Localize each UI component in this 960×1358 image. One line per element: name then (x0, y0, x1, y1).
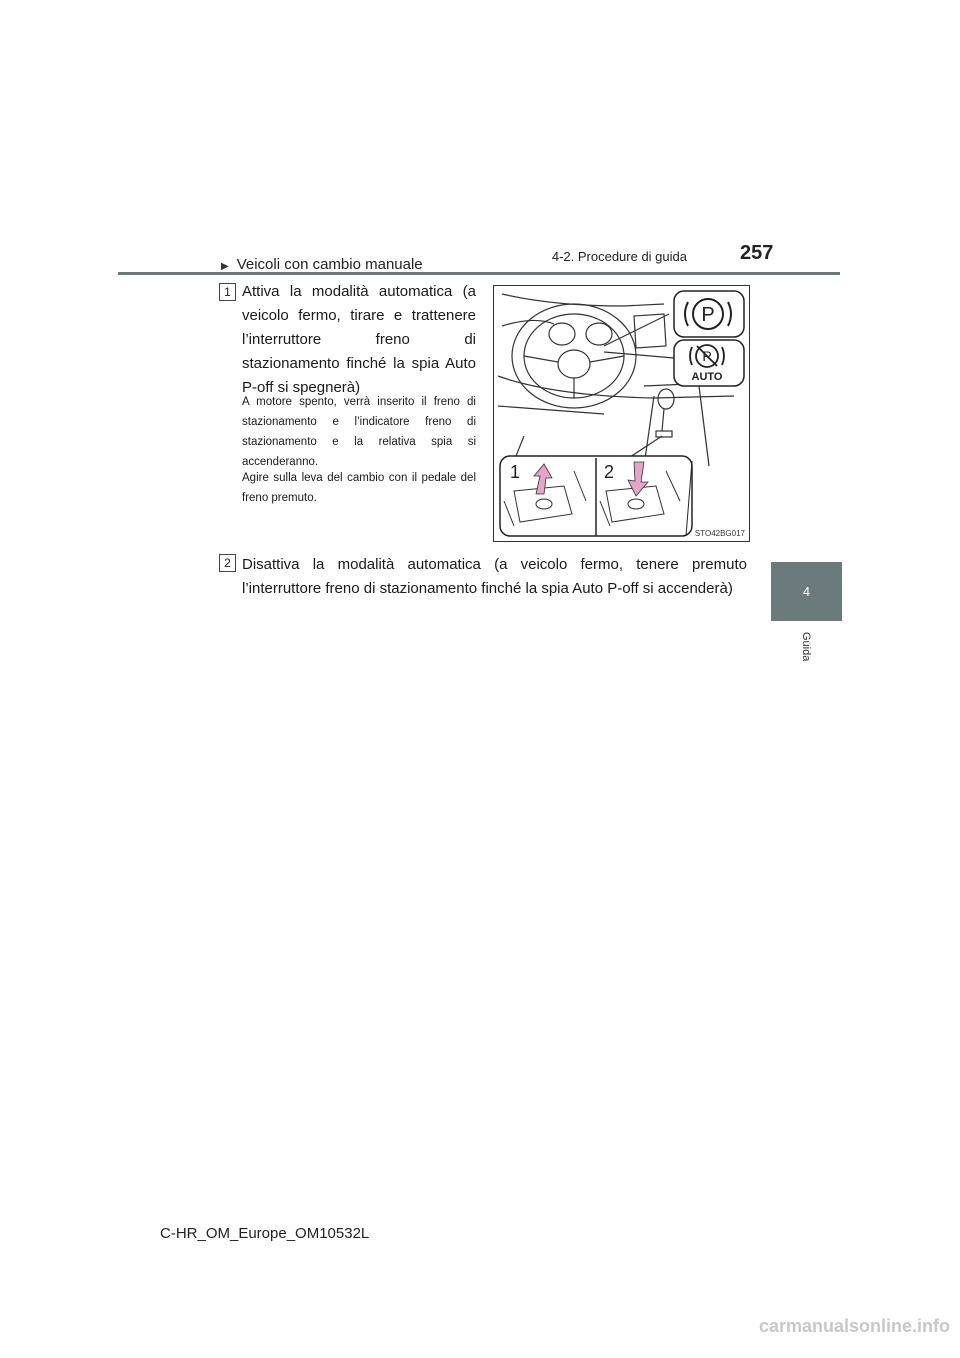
step-1-text: Attiva la modalità automatica (a veicolo fermo, tirare e trattenere l’interruttore freno di stazionamento finché la spia Auto P-off si spegnerà) (242, 283, 476, 396)
cockpit-drawing (494, 286, 751, 543)
subheading (221, 256, 423, 276)
parking-brake-illustration (493, 285, 750, 542)
document-id: C-HR_OM_Europe_OM10532L (160, 1225, 370, 1242)
chapter-label: Guida (800, 632, 812, 662)
indicator-auto-label: AUTO (691, 371, 723, 383)
page-number: 257 (740, 242, 774, 264)
step-1-note-1: A motore spento, verrà inserito il freno di stazionamento e l’indicatore freno di stazionamento e la relativa spia si accenderanno. (242, 396, 476, 468)
step-number-1: 1 (219, 283, 236, 301)
step-2-text: Disattiva la modalità automatica (a veicolo fermo, tenere premuto l’interruttore freno di stazionamento finché la spia Auto P-off si accenderà) (242, 556, 747, 597)
step-1-note-2: Agire sulla leva del cambio con il pedale del freno premuto. (242, 472, 476, 504)
header-section-title: 4-2. Procedure di guida (551, 249, 687, 264)
indicator-p-letter: P (701, 304, 715, 326)
parking-indicator-icon (674, 291, 744, 337)
auto-p-off-indicator-icon (674, 340, 744, 386)
step-number-2: 2 (219, 554, 236, 572)
indicator-auto-p-letter: P (702, 348, 712, 364)
chapter-number: 4 (802, 584, 811, 599)
callout-1: 1 (510, 462, 521, 482)
callout-2: 2 (604, 462, 615, 482)
subheading-text: Veicoli con cambio manuale (236, 256, 423, 273)
figure-code: STO42BG017 (694, 529, 745, 538)
triangle-bullet-icon: ▶ (221, 261, 229, 272)
watermark: carmanualsonline.info (758, 1316, 950, 1336)
chapter-tab[interactable] (771, 562, 842, 621)
